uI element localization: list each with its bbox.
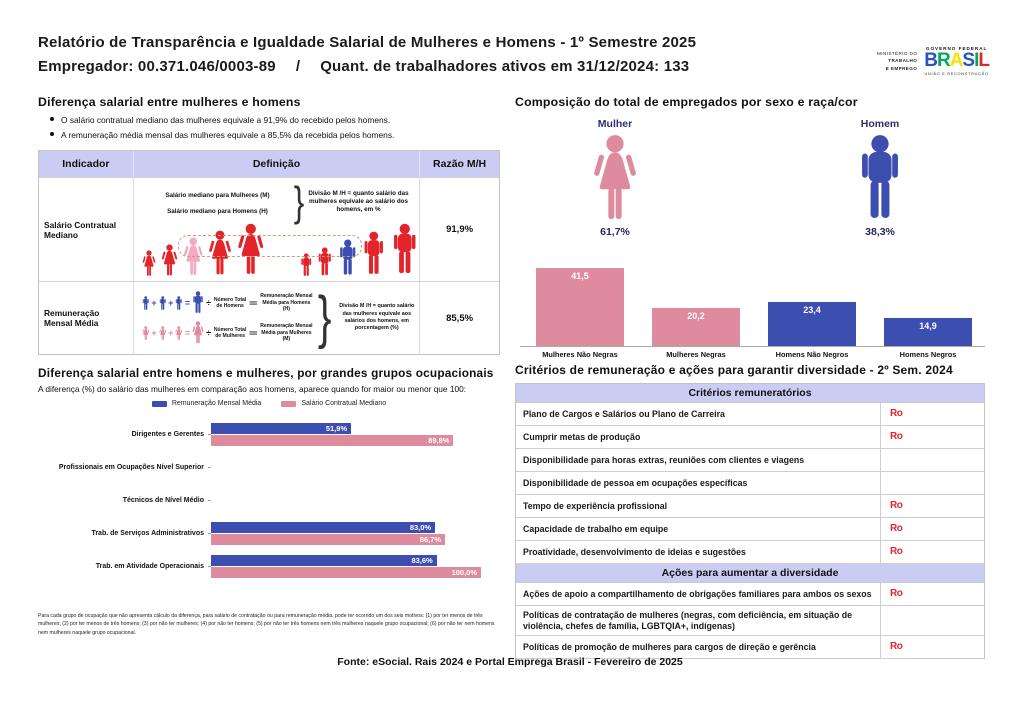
government-logo: [833, 36, 989, 86]
female-label: Mulher: [597, 118, 633, 130]
section-title-criteria: Critérios de remuneração e ações para garantir diversidade - 2º Sem. 2024: [515, 363, 953, 377]
median-men-label: Salário mediano para Homens (H): [167, 208, 268, 216]
yes-indicator-icon: Ro: [890, 408, 903, 419]
brasil-wordmark: BRASIL: [924, 50, 989, 71]
bar-segment: 100,0%: [211, 567, 481, 578]
median-highlight-box: [178, 235, 362, 257]
criteria-row: [516, 426, 984, 449]
source-footer: Fonte: eSocial. Rais 2024 e Portal Emprega Brasil - Fevereiro de 2025: [337, 656, 683, 668]
criteria-table: [515, 383, 985, 659]
criteria-answer-cell: [880, 636, 984, 658]
criteria-answer-cell: [880, 495, 984, 517]
table-row-remuneracao-media: [39, 281, 499, 354]
criteria-label: Capacidade de trabalho em equipe: [523, 523, 669, 534]
bullet-item: A remuneração média mensal das mulheres equivale a 85,5% da recebida pelos homens.: [50, 130, 500, 140]
yes-indicator-icon: Ro: [890, 588, 903, 599]
report-title: Relatório de Transparência e Igualdade Salarial de Mulheres e Homens - 1º Semestre 2025: [38, 34, 697, 51]
brace-icon: }: [294, 178, 305, 225]
criteria-answer-cell: [880, 606, 984, 635]
table-row-salario-mediano: [39, 177, 499, 281]
occ-chart-row: Trab. em Atividade Operacionais 83,6% 100,0%: [38, 550, 500, 583]
bullet-item: O salário contratual mediano das mulheres equivale a 91,9% do recebido pelos homens.: [50, 115, 500, 125]
criteria-row: [516, 518, 984, 541]
section-title-salary-diff: Diferença salarial entre mulheres e homens: [38, 95, 301, 109]
criteria-label: Políticas de promoção de mulheres para cargos de direção e gerência: [523, 641, 816, 652]
female-percentage: 61,7%: [600, 226, 630, 238]
yes-indicator-icon: Ro: [890, 431, 903, 442]
bar-category-label: Homens Não Negros: [775, 350, 849, 359]
occupational-bar-chart: [38, 418, 500, 583]
ratio-value: 91,9%: [446, 224, 474, 235]
yes-indicator-icon: Ro: [890, 546, 903, 557]
legend-item: Remuneração Mensal Média: [152, 400, 262, 407]
criteria-label: Plano de Cargos e Salários ou Plano de Carreira: [523, 408, 725, 419]
report-subtitle: [38, 58, 689, 75]
bar-2: 20,2: [652, 308, 740, 346]
definition-cell: [134, 282, 420, 354]
criteria-label: Cumprir metas de produção: [523, 431, 641, 442]
criteria-section-header-1: Critérios remuneratórios: [516, 384, 984, 403]
indicator-name: Salário Contratual Mediano: [39, 178, 134, 281]
indicator-table-header: [39, 151, 499, 177]
composition-category-labels: [520, 350, 985, 362]
col-indicador: Indicador: [39, 151, 134, 177]
male-pictogram-icon: [857, 134, 903, 226]
criteria-row: [516, 583, 984, 606]
indicator-table: [38, 150, 500, 355]
col-definicao: Definição: [134, 151, 420, 177]
separator: /: [295, 58, 301, 75]
definition-cell: [134, 178, 420, 281]
bar-category-label: Homens Negros: [899, 350, 957, 359]
bar-3: 23,4: [768, 302, 856, 346]
col-razao: Razão M/H: [433, 158, 487, 170]
criteria-label: Proatividade, desenvolvimento de ideias e sugestões: [523, 546, 746, 557]
occupational-footnote: Para cada grupo de ocupação que não apresenta cálculo da diferença, para salário de contratação ou para remuneração média, pode ter ocorrido um dos seis motivos: (1) por ter menos de três mulheres; (2) por ter menos de três homens; (3) por não ter mulheres; (4) por não ter homens; (5) por não ter três homens nem três mulheres naquele grupo ocupacional; (6) por não ter nem homens nem mulheres naquele grupo ocupacional.: [38, 613, 495, 636]
criteria-label: Tempo de experiência profissional: [523, 500, 668, 511]
bar-4: 14,9: [884, 318, 972, 346]
criteria-label: Ações de apoio a compartilhamento de obrigações familiares para ambos os sexos: [523, 588, 872, 599]
bar-segment: 86,7%: [211, 534, 445, 545]
occupational-subtitle: A diferença (%) do salário das mulheres em comparação aos homens, aparece quando for maior ou menor que 100:: [38, 384, 466, 394]
bar-segment: 83,0%: [211, 522, 435, 533]
division-note: Divisão M /H = quanto salário das mulheres equivale ao salário dos homens, em %: [308, 189, 409, 213]
active-workers: Quant. de trabalhadores ativos em 31/12/2024: 133: [320, 58, 690, 75]
bar-segment: 89,8%: [211, 435, 453, 446]
brace-icon: }: [318, 284, 332, 350]
yes-indicator-icon: Ro: [890, 500, 903, 511]
bar-category-label: Mulheres Negras: [666, 350, 726, 359]
average-formula-pictogram: + + = ÷ Número Total de Homens == Remuneração Mensal Média para Homens (H) + + = ÷ Número Total de Mulheres == Remuneração Mensal Média para Mulheres (M): [142, 291, 315, 345]
criteria-section-header-2: Ações para aumentar a diversidade: [516, 564, 984, 583]
criteria-answer-cell: [880, 449, 984, 471]
criteria-label: Disponibilidade de pessoa em ocupações específicas: [523, 477, 748, 488]
occ-chart-row: Técnicos de Nível Médio: [38, 484, 500, 517]
bar-segment: 51,9%: [211, 423, 351, 434]
indicator-name: Remuneração Mensal Média: [39, 282, 134, 354]
section-title-occupational: Diferença salarial entre homens e mulheres, por grandes grupos ocupacionais: [38, 366, 494, 380]
salary-diff-bullets: [50, 115, 500, 145]
ministry-label: MINISTÉRIO DO TRABALHO E EMPREGO: [877, 50, 918, 71]
bar-1: 41,5: [536, 268, 624, 346]
male-percentage: 38,3%: [865, 226, 895, 238]
criteria-row: [516, 495, 984, 518]
median-women-label: Salário mediano para Mulheres (M): [165, 191, 270, 199]
occ-chart-row: Dirigentes e Gerentes 51,9% 89,8%: [38, 418, 500, 451]
criteria-label: Disponibilidade para horas extras, reuniões com clientes e viagens: [523, 454, 805, 465]
criteria-answer-cell: [880, 583, 984, 605]
division-note: Divisão M /H = quanto salário das mulheres equivale aos salários dos homens, em porcentagem (%): [339, 303, 415, 332]
criteria-row: [516, 472, 984, 495]
criteria-answer-cell: [880, 541, 984, 563]
bar-segment: 83,6%: [211, 555, 437, 566]
criteria-rows-diversity: [516, 583, 984, 659]
legend-item: Salário Contratual Mediano: [281, 400, 386, 407]
criteria-label: Políticas de contratação de mulheres (negras, com deficiência, em situação de violência, chefes de família, LGBTQIA+, indígenas): [523, 610, 853, 631]
yes-indicator-icon: Ro: [890, 523, 903, 534]
criteria-row: [516, 403, 984, 426]
chart-legend: [38, 400, 500, 407]
male-label: Homem: [860, 118, 900, 130]
criteria-answer-cell: [880, 403, 984, 425]
composition-bar-chart: [520, 252, 985, 347]
brasil-logo: GOVERNO FEDERAL BRASIL UNIÃO E RECONSTRUÇÃO: [924, 46, 989, 76]
female-pictogram-icon: [592, 134, 638, 226]
criteria-row: [516, 449, 984, 472]
criteria-answer-cell: [880, 518, 984, 540]
criteria-answer-cell: [880, 426, 984, 448]
criteria-rows-remuneration: [516, 403, 984, 564]
ratio-value: 85,5%: [446, 312, 474, 324]
occ-chart-row: Profissionais em Ocupações Nível Superior: [38, 451, 500, 484]
criteria-row: [516, 606, 984, 636]
bar-category-label: Mulheres Não Negras: [542, 350, 618, 359]
yes-indicator-icon: Ro: [890, 641, 903, 653]
section-title-composition: Composição do total de empregados por sexo e raça/cor: [515, 95, 858, 109]
occ-chart-row: Trab. de Serviços Administrativos 83,0% 86,7%: [38, 517, 500, 550]
employer-id: Empregador: 00.371.046/0003-89: [38, 58, 276, 75]
criteria-answer-cell: [880, 472, 984, 494]
criteria-row: [516, 541, 984, 564]
